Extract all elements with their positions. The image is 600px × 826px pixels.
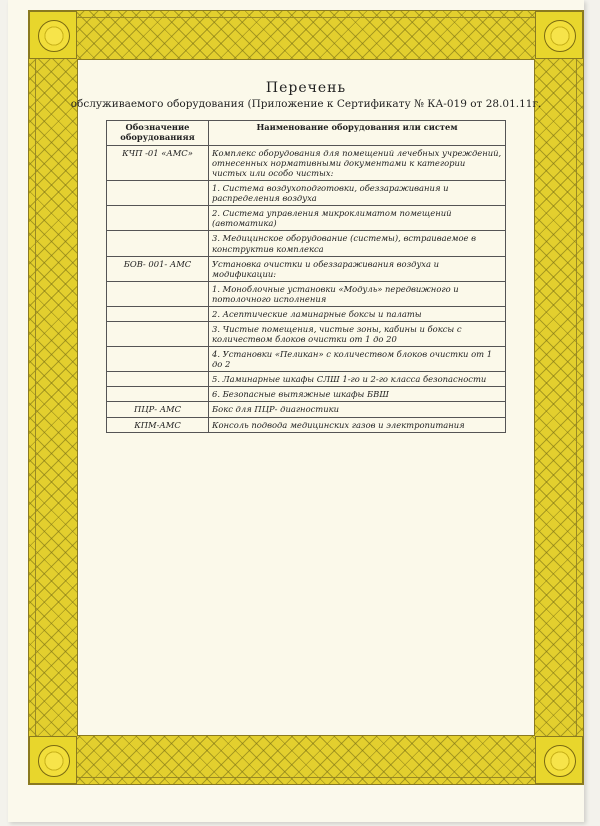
corner-rosette <box>535 11 583 59</box>
row-name: 3. Медицинское оборудование (системы), встраиваемое в конструктив комплекса <box>209 231 506 256</box>
row-code <box>107 206 209 231</box>
header-name: Наименование оборудования или систем <box>209 121 506 146</box>
table-header-row <box>107 121 506 146</box>
equipment-table <box>106 120 506 433</box>
row-name: Комплекс оборудования для помещений лечебных учреждений, отнесенных нормативными документами к категории чистых или особо чистых: <box>209 145 506 180</box>
document-content <box>70 80 542 433</box>
table-row <box>107 417 506 432</box>
corner-rosette <box>29 736 77 784</box>
row-name: 2. Асептические ламинарные боксы и палаты <box>209 306 506 321</box>
corner-rosette <box>29 11 77 59</box>
row-code: ПЦР- АМС <box>107 402 209 417</box>
row-code <box>107 181 209 206</box>
row-name: 6. Безопасные вытяжные шкафы БВШ <box>209 387 506 402</box>
table-row <box>107 281 506 306</box>
table-row <box>107 181 506 206</box>
table-row <box>107 306 506 321</box>
table-row <box>107 322 506 347</box>
row-code <box>107 372 209 387</box>
row-name: Бокс для ПЦР- диагностики <box>209 402 506 417</box>
row-name: 1. Система воздухоподготовки, обеззараживания и распределения воздуха <box>209 181 506 206</box>
row-name: 5. Ламинарные шкафы СЛШ 1-го и 2-го класса безопасности <box>209 372 506 387</box>
row-name: 2. Система управления микроклиматом помещений (автоматика) <box>209 206 506 231</box>
row-code <box>107 347 209 372</box>
table-row <box>107 347 506 372</box>
table-row <box>107 231 506 256</box>
table-row <box>107 256 506 281</box>
document-title: Перечень <box>265 80 347 96</box>
header-code: Обозначение оборудованияя <box>107 121 209 146</box>
certificate-sheet <box>8 0 584 822</box>
row-code: КЧП -01 «АМС» <box>107 145 209 180</box>
table-row <box>107 372 506 387</box>
row-name: Консоль подвода медицинских газов и электропитания <box>209 417 506 432</box>
table-row <box>107 145 506 180</box>
row-code <box>107 322 209 347</box>
table-row <box>107 387 506 402</box>
table-row <box>107 402 506 417</box>
row-code <box>107 281 209 306</box>
row-code: БОВ- 001- АМС <box>107 256 209 281</box>
row-name: 3. Чистые помещения, чистые зоны, кабины и боксы с количеством блоков очистки от 1 до 20 <box>209 322 506 347</box>
table-row <box>107 206 506 231</box>
row-name: 4. Установки «Пеликан» с количеством блоков очистки от 1 до 2 <box>209 347 506 372</box>
row-name: Установка очистки и обеззараживания воздуха и модификации: <box>209 256 506 281</box>
corner-rosette <box>535 736 583 784</box>
row-name: 1. Моноблочные установки «Модуль» передвижного и потолочного исполнения <box>209 281 506 306</box>
row-code: КПМ-АМС <box>107 417 209 432</box>
document-subtitle: обслуживаемого оборудования (Приложение к Сертификату № КА-019 от 28.01.11г. <box>70 98 542 110</box>
row-code <box>107 387 209 402</box>
row-code <box>107 306 209 321</box>
row-code <box>107 231 209 256</box>
